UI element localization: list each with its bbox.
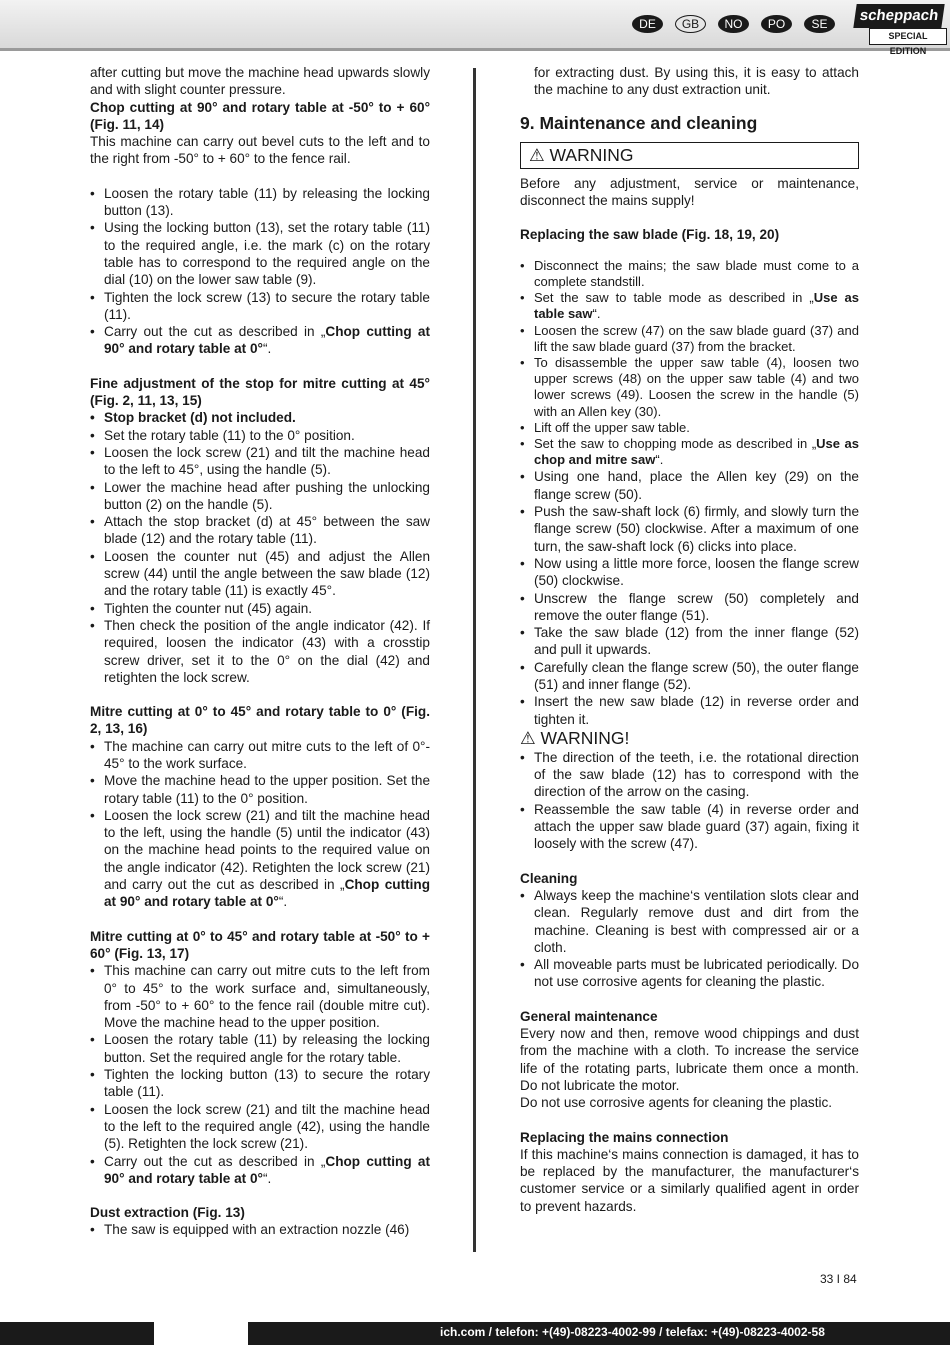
page-header — [0, 0, 950, 56]
list-item: • Loosen the rotary table (11) by releasing the locking button. Set the required angle for the rotary table. — [90, 1031, 430, 1066]
list-item: • To disassemble the upper saw table (4), loosen two upper screws (48) on the upper saw table (4) and two lower screws (49). Loosen the screw in the handle (5) with an Allen key (30). — [520, 355, 859, 420]
list-item: • Now using a little more force, loosen the flange screw (50) clockwise. — [520, 555, 859, 590]
list-item: • Loosen the rotary table (11) by releasing the locking button (13). — [90, 185, 430, 220]
warning-heading: ⚠ WARNING! — [520, 727, 630, 748]
list-item: • Disconnect the mains; the saw blade must come to a complete standstill. — [520, 258, 859, 290]
dust-extraction-continued: for extracting dust. By using this, it is easy to attach the machine to any dust extraction unit. — [534, 65, 859, 98]
section-heading-maintenance: 9. Maintenance and cleaning — [520, 112, 758, 133]
section-title-fine-adjustment: Fine adjustment of the stop for mitre cutting at 45° (Fig. 2, 11, 13, 15) — [90, 375, 430, 409]
list-item: • Push the saw-shaft lock (6) firmly, and slowly turn the flange screw (50) clockwise. After a maximum of one turn, the saw-shaft lock (6) clicks into place. — [520, 503, 859, 555]
language-gb[interactable]: GB — [675, 15, 706, 33]
language-no[interactable]: NO — [718, 15, 749, 33]
list-item: • Loosen the lock screw (21) and tilt the machine head to the left to 45°, using the handle (5). — [90, 444, 430, 479]
list-item: • Set the saw to table mode as described in „Use as table saw“. — [520, 290, 859, 322]
section-title-replacing-blade: Replacing the saw blade (Fig. 18, 19, 20) — [520, 227, 780, 243]
edition-label: SPECIAL EDITION — [869, 28, 947, 45]
section-title-chop-cutting: Chop cutting at 90° and rotary table at -50° to + 60° (Fig. 11, 14) — [90, 99, 430, 132]
section-title-mitre-cutting-0: Mitre cutting at 0° to 45° and rotary table to 0° (Fig. 2, 13, 16) — [90, 704, 430, 737]
section-title-general-maintenance: General maintenance — [520, 1008, 658, 1024]
list-item: • Tighten the counter nut (45) again. — [90, 600, 430, 617]
list-item: • Carry out the cut as described in „Chop cutting at 90° and rotary table at 0°“. — [90, 1153, 430, 1188]
section-title-cleaning: Cleaning — [520, 870, 578, 886]
list-item: • Lift off the upper saw table. — [520, 420, 859, 436]
list-item: • Set the rotary table (11) to the 0° position. — [90, 427, 430, 444]
list-item: • The saw is equipped with an extraction nozzle (46) — [90, 1221, 430, 1238]
list-item: • The direction of the teeth, i.e. the rotational direction of the saw blade (12) has to correspond with the direction of the arrow on the casing. — [520, 749, 859, 801]
list-item: • Lower the machine head after pushing the unlocking button (2) on the handle (5). — [90, 479, 430, 514]
section-title-dust-extraction: Dust extraction (Fig. 13) — [90, 1205, 245, 1221]
page-footer — [0, 1322, 950, 1345]
section-title-double-mitre: Mitre cutting at 0° to 45° and rotary table at -50° to + 60° (Fig. 13, 17) — [90, 928, 430, 961]
intro-text: after cutting but move the machine head upwards slowly and with slight counter pressure. — [90, 65, 430, 98]
list-item: • All moveable parts must be lubricated periodically. Do not use corrosive agents for cleaning the plastic. — [520, 956, 859, 991]
mains-connection-text: If this machine‘s mains connection is damaged, it has to be replaced by the manufacturer, the manufacturer‘s customer service or a similarly qualified agent in order to prevent hazards. — [520, 1146, 859, 1214]
list-item: • Insert the new saw blade (12) in reverse order and tighten it. — [520, 693, 859, 728]
general-maintenance-text: Every now and then, remove wood chippings and dust from the machine with a cloth. To increase the service life of the rotating parts, lubricate them once a month. Do not lubricate the motor. — [520, 1026, 859, 1093]
list-item: • Attach the stop bracket (d) at 45° between the saw blade (12) and the rotary table (11). — [90, 513, 430, 548]
list-item: • Unscrew the flange screw (50) completely and remove the outer flange (51). — [520, 590, 859, 625]
section-text-chop-cutting: This machine can carry out bevel cuts to the left and to the right from -50° to + 60° to the fence rail. — [90, 134, 430, 167]
list-item: • Always keep the machine‘s ventilation slots clear and clean. Regularly remove dust and dirt from the machine. Cleaning is best with compressed air or a cloth. — [520, 887, 859, 956]
list-item: • Using the locking button (13), set the rotary table (11) to the required angle, i.e. the mark (c) on the rotary table has to correspond to the required angle on the dial (10) on the lower saw table (9). — [90, 219, 430, 288]
language-po[interactable]: PO — [761, 15, 792, 33]
list-item: • Carefully clean the flange screw (50), the outer flange (51) and inner flange (52). — [520, 659, 859, 694]
list-item: • Tighten the lock screw (13) to secure the rotary table (11). — [90, 289, 430, 324]
chop-cutting-list — [90, 185, 430, 358]
list-item: • Loosen the counter nut (45) and adjust the Allen screw (44) until the angle between the saw blade (12) and the rotary table (11) is exactly 45°. — [90, 548, 430, 600]
list-item: • Loosen the screw (47) on the saw blade guard (37) and lift the saw blade guard (37) from the bracket. — [520, 323, 859, 355]
warning-box: ⚠ WARNING — [520, 142, 859, 169]
list-item: • Move the machine head to the upper position. Set the rotary table (11) to the 0° position. — [90, 772, 430, 807]
list-item: • Reassemble the saw table (4) in reverse order and attach the upper saw blade guard (37) again, fixing it loosely with the screw (47). — [520, 801, 859, 853]
list-item: • The machine can carry out mitre cuts to the left of 0°- 45° to the work surface. — [90, 738, 430, 773]
double-mitre-list — [90, 962, 430, 1187]
list-item: • Stop bracket (d) not included. — [90, 409, 430, 426]
page-number: 33 I 84 — [820, 1272, 857, 1286]
language-selector — [632, 15, 835, 33]
replacing-blade-list — [520, 258, 859, 469]
language-se[interactable]: SE — [804, 15, 835, 33]
language-de[interactable]: DE — [632, 15, 663, 33]
list-item: • Then check the position of the angle indicator (42). If required, loosen the indicator (43) with a crosstip screw driver, set it to the 0° on the dial (42) and retighten the lock screw. — [90, 617, 430, 686]
footer-contact-text: ich.com / telefon: +(49)-08223-4002-99 / telefax: +(49)-08223-4002-58 — [440, 1325, 825, 1339]
replacing-blade-list-continued — [520, 468, 859, 727]
cleaning-list — [520, 887, 859, 991]
list-item: • Tighten the locking button (13) to secure the rotary table (11). — [90, 1066, 430, 1101]
list-item: • Set the saw to chopping mode as described in „Use as chop and mitre saw“. — [520, 436, 859, 468]
list-item: • Carry out the cut as described in „Chop cutting at 90° and rotary table at 0°“. — [90, 323, 430, 358]
list-item: • Loosen the lock screw (21) and tilt the machine head to the left to the required angle (42), using the handle (5). Retighten the lock screw (21). — [90, 1101, 430, 1153]
general-maintenance-note: Do not use corrosive agents for cleaning the plastic. — [520, 1095, 833, 1111]
list-item: • Loosen the lock screw (21) and tilt the machine head to the left, using the handle (5) until the indicator (43) on the machine head points to the required value on the angle indicator (42). Retighten the lock screw (21) and carry out the cut as described in „Chop cutting at 90° and rotary table at 0°“. — [90, 807, 430, 911]
brand-logo — [855, 4, 947, 56]
warning-text: Before any adjustment, service or maintenance, disconnect the mains supply! — [520, 175, 859, 209]
right-column — [520, 64, 859, 1215]
column-divider — [473, 68, 476, 1252]
warning-list — [520, 749, 859, 853]
brand-name: scheppach — [853, 4, 944, 28]
section-title-mains-connection: Replacing the mains connection — [520, 1129, 729, 1145]
mitre-cutting-list — [90, 738, 430, 911]
list-item: • Take the saw blade (12) from the inner flange (52) and pull it upwards. — [520, 624, 859, 659]
fine-adjustment-list — [90, 409, 430, 686]
list-item: • This machine can carry out mitre cuts to the left from 0° to 45° to the work surface and, simultaneously, from -50° to + 60° to the fence rail (double mitre cut). Move the machine head to the upper position. — [90, 962, 430, 1031]
dust-extraction-list — [90, 1221, 430, 1238]
left-column — [90, 64, 430, 1239]
list-item: • Using one hand, place the Allen key (29) on the flange screw (50). — [520, 468, 859, 503]
